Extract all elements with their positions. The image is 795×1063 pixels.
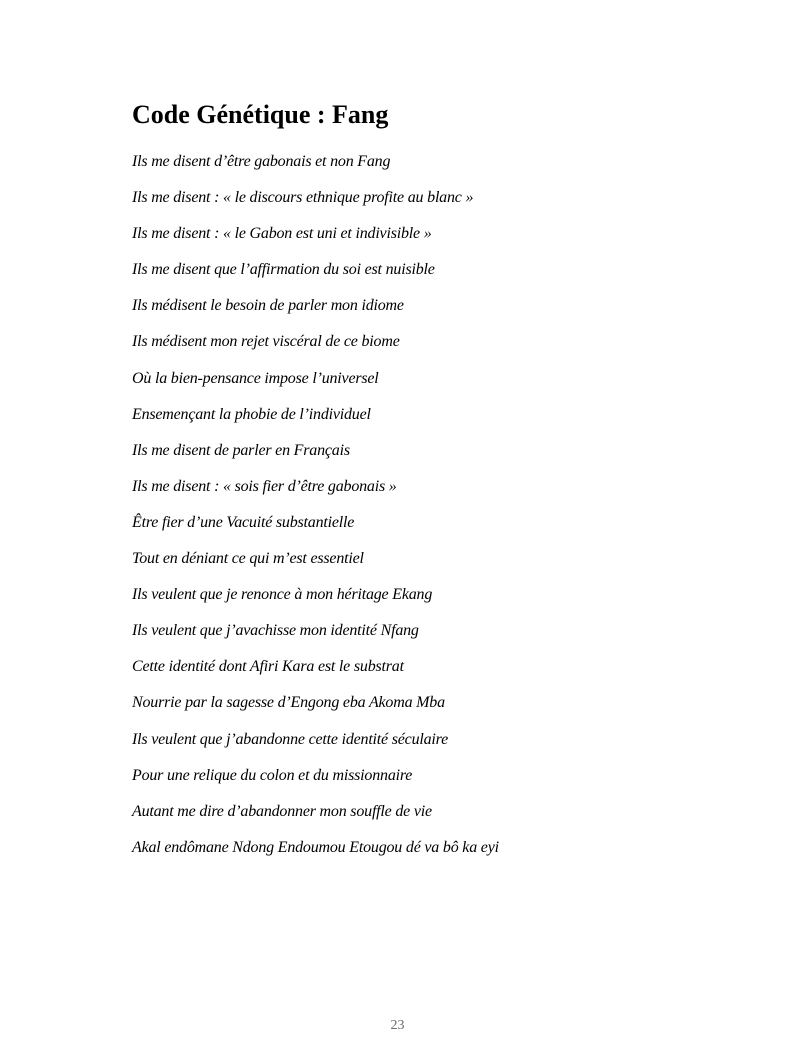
poem-line: Être fier d’une Vacuité substantielle [132, 513, 355, 531]
poem-line: Ils me disent : « sois fier d’être gabonais » [132, 477, 397, 495]
poem-line: Ils médisent mon rejet viscéral de ce biome [132, 333, 400, 351]
poem-line: Autant me dire d’abandonner mon souffle de vie [132, 802, 432, 820]
poem-line: Ensemençant la phobie de l’individuel [132, 405, 371, 423]
poem-line: Ils médisent le besoin de parler mon idiome [132, 297, 404, 315]
poem-line: Ils me disent que l’affirmation du soi est nuisible [132, 261, 435, 279]
poem-line: Nourrie par la sagesse d’Engong eba Akoma Mba [132, 694, 445, 712]
poem-line: Où la bien-pensance impose l’universel [132, 369, 379, 387]
page-number: 23 [390, 1018, 405, 1033]
poem-title: Code Génétique : Fang [132, 100, 389, 129]
poem-body [132, 150, 499, 872]
poem-line: Akal endômane Ndong Endoumou Etougou dé va bô ka eyi [132, 838, 499, 856]
poem-line: Ils veulent que j’abandonne cette identité séculaire [132, 730, 449, 748]
poem-line: Ils veulent que j’avachisse mon identité Nfang [132, 622, 419, 640]
poem-line: Pour une relique du colon et du missionnaire [132, 766, 413, 784]
poem-line: Ils me disent d’être gabonais et non Fang [132, 153, 391, 170]
poem-line: Ils veulent que je renonce à mon héritage Ekang [132, 586, 433, 604]
poem-line: Ils me disent de parler en Français [132, 441, 350, 459]
poem-line: Cette identité dont Afiri Kara est le substrat [132, 658, 404, 676]
poem-line: Tout en déniant ce qui m’est essentiel [132, 550, 364, 568]
poem-line: Ils me disent : « le Gabon est uni et indivisible » [132, 225, 432, 243]
poem-line: Ils me disent : « le discours ethnique profite au blanc » [132, 189, 474, 207]
